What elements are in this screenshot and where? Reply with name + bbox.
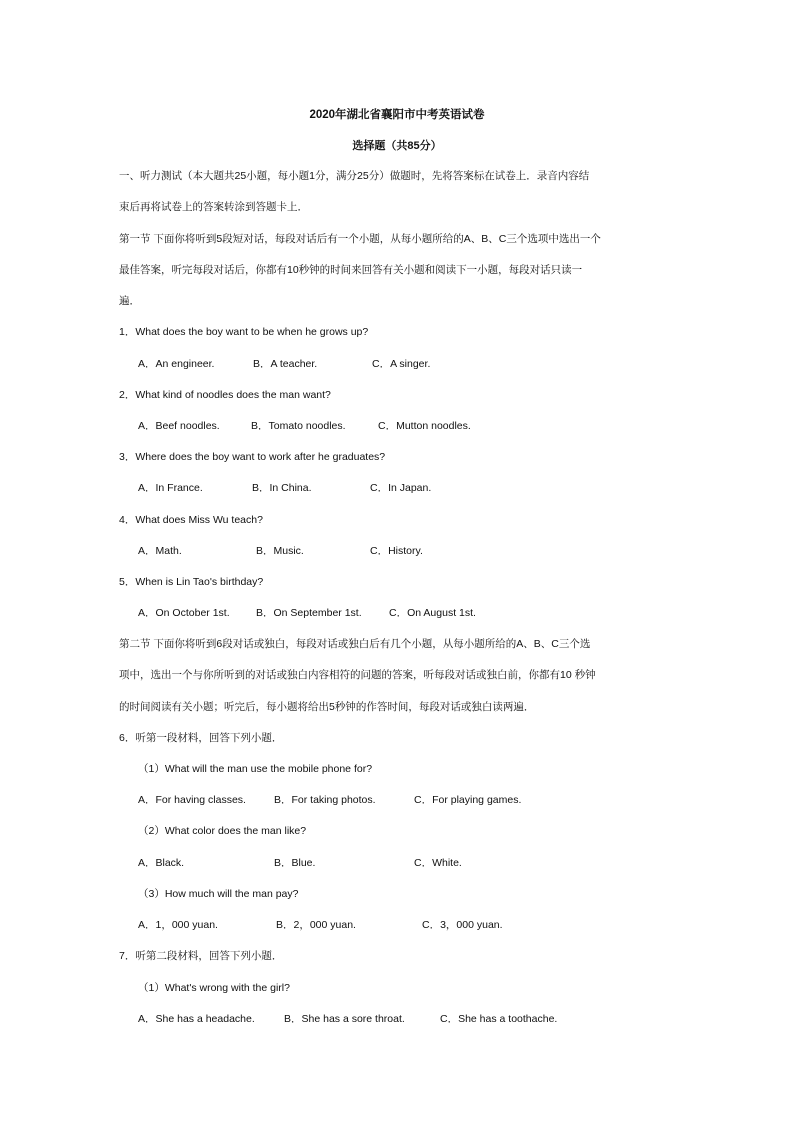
option-c: C．3，000 yuan.: [422, 919, 503, 931]
option-a: A．An engineer.: [138, 358, 215, 370]
question-text: 2．What kind of noodles does the man want?: [119, 389, 331, 401]
question-text: 4．What does Miss Wu teach?: [119, 514, 263, 526]
option-b: B．2，000 yuan.: [276, 919, 356, 931]
question-text: 5．When is Lin Tao's birthday?: [119, 576, 264, 588]
option-a: A．On October 1st.: [138, 607, 230, 619]
option-a: A．In France.: [138, 482, 203, 494]
question-text: 1．What does the boy want to be when he grows up?: [119, 326, 369, 338]
question-7-heading: 7．听第二段材料，回答下列小题．: [119, 950, 283, 962]
question-6-heading: 6．听第一段材料，回答下列小题．: [119, 732, 283, 744]
option-b: B．A teacher.: [253, 358, 318, 370]
question-text: 3．Where does the boy want to work after he graduates?: [119, 451, 386, 463]
option-b: B．For taking photos.: [274, 794, 376, 806]
option-c: C．In Japan.: [370, 482, 432, 494]
part2-line3: 的时间阅读有关小题；听完后，每小题将给出5秒钟的作答时间，每段对话或独白读两遍．: [119, 701, 535, 713]
option-b: B．In China.: [252, 482, 312, 494]
part2-line1: 第二节 下面你将听到6段对话或独白，每段对话或独白后有几个小题，从每小题所给的A、B、C三个选: [119, 638, 591, 650]
option-c: C．She has a toothache.: [440, 1013, 558, 1025]
option-c: C．For playing games.: [414, 794, 522, 806]
option-a: A．Black.: [138, 857, 185, 869]
subquestion-text: （3）How much will the man pay?: [138, 888, 299, 900]
part1-line3: 遍．: [119, 295, 140, 307]
exam-subtitle: 选择题（共85分）: [352, 140, 442, 152]
section1-intro-line1: 一、听力测试（本大题共25小题，每小题1分，满分25分）做题时，先将答案标在试卷上．录音内容结: [119, 170, 590, 182]
subquestion-text: （1）What will the man use the mobile phone for?: [138, 763, 373, 775]
part1-line2: 最佳答案，听完每段对话后，你都有10秒钟的时间来回答有关小题和阅读下一小题，每段对话只读一: [119, 264, 583, 276]
option-c: C．White.: [414, 857, 462, 869]
option-a: A．She has a headache.: [138, 1013, 255, 1025]
subquestion-text: （2）What color does the man like?: [138, 825, 307, 837]
option-b: B．She has a sore throat.: [284, 1013, 405, 1025]
option-c: C．A singer.: [372, 358, 431, 370]
option-c: C．History.: [370, 545, 423, 557]
option-a: A．1，000 yuan.: [138, 919, 218, 931]
option-c: C．Mutton noodles.: [378, 420, 471, 432]
part2-line2: 项中，选出一个与你所听到的对话或独白内容相符的问题的答案，听每段对话或独白前，你都有10 秒钟: [119, 669, 596, 681]
option-b: B．Blue.: [274, 857, 316, 869]
part1-line1: 第一节 下面你将听到5段短对话，每段对话后有一个小题，从每小题所给的A、B、C三个选项中选出一个: [119, 233, 601, 245]
option-a: A．Math.: [138, 545, 182, 557]
section1-intro-line2: 束后再将试卷上的答案转涂到答题卡上．: [119, 201, 308, 213]
option-b: B．Tomato noodles.: [251, 420, 346, 432]
option-b: B．On September 1st.: [256, 607, 362, 619]
option-b: B．Music.: [256, 545, 304, 557]
exam-title: 2020年湖北省襄阳市中考英语试卷: [309, 109, 485, 121]
option-a: A．For having classes.: [138, 794, 246, 806]
subquestion-text: （1）What's wrong with the girl?: [138, 982, 290, 994]
option-c: C．On August 1st.: [389, 607, 476, 619]
option-a: A．Beef noodles.: [138, 420, 220, 432]
